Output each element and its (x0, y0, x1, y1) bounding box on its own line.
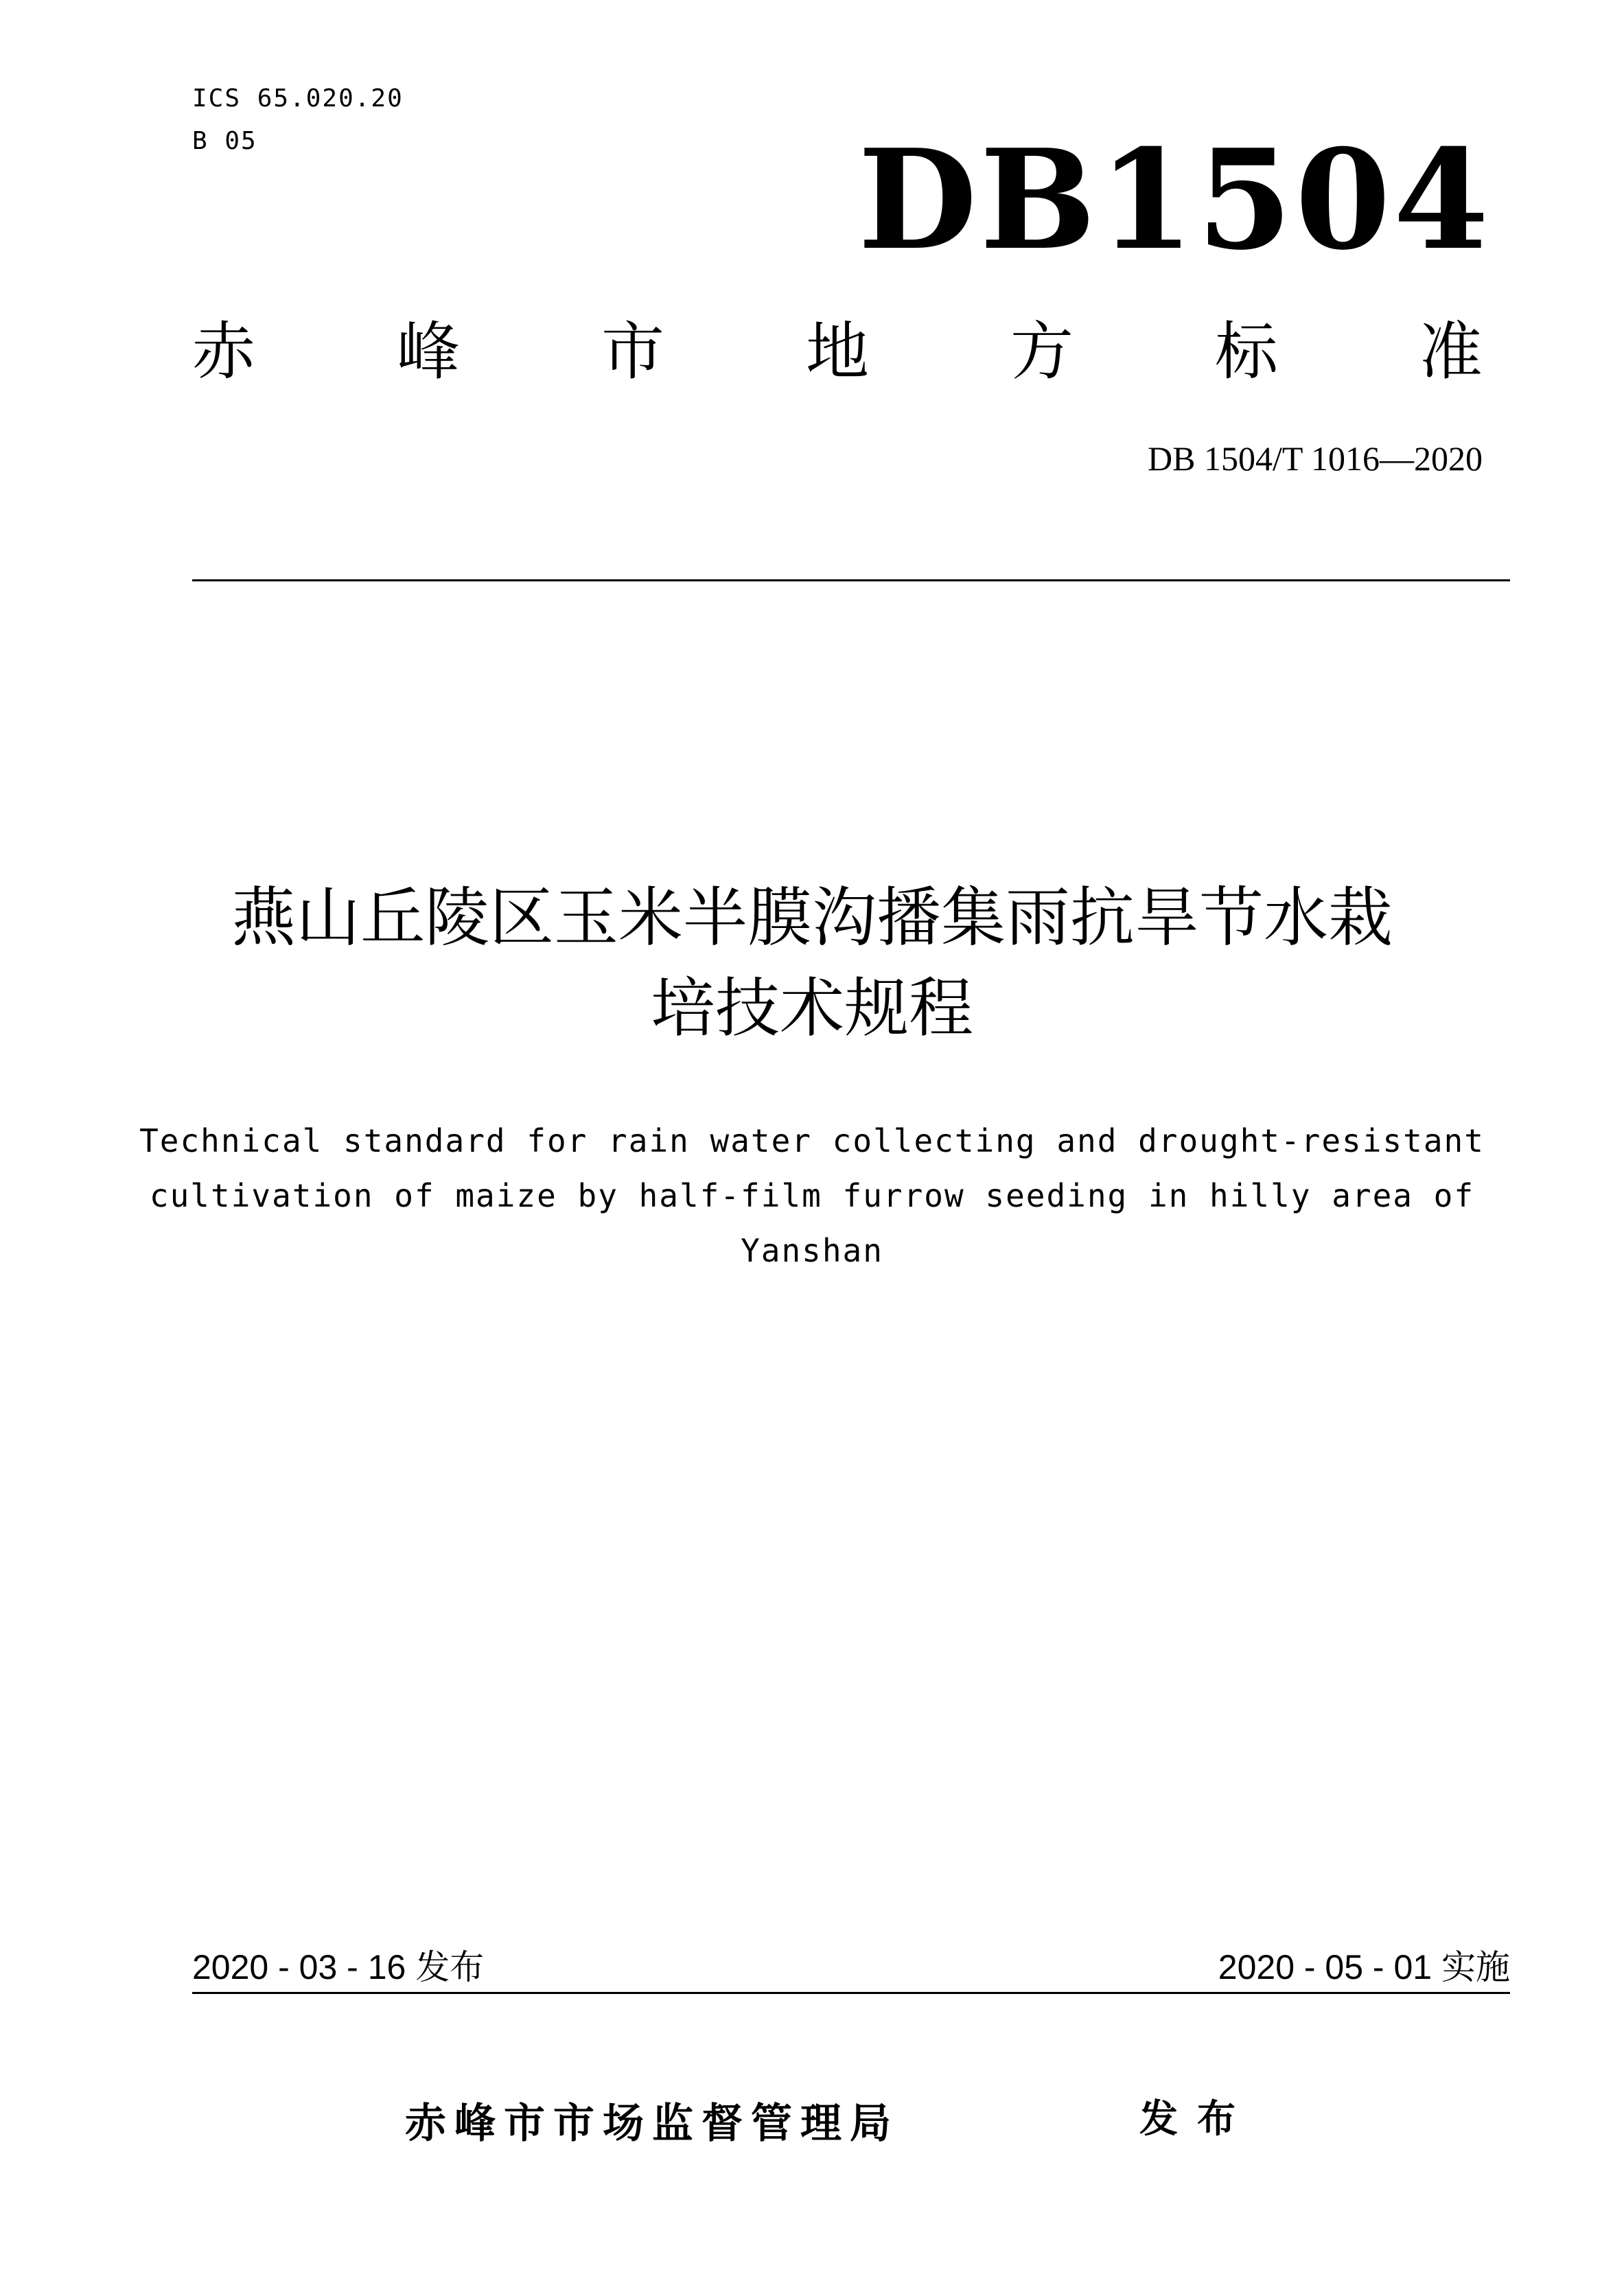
issue-date: 2020 - 03 - 16 发布 (192, 1948, 485, 1986)
standard-number: DB 1504/T 1016—2020 (1148, 439, 1483, 478)
top-divider (192, 579, 1510, 581)
standard-type-heading (192, 314, 1483, 390)
standard-type-char: 准 (1419, 315, 1483, 389)
implementation-date: 2020 - 05 - 01 实施 (1218, 1948, 1510, 1986)
ccs-code: B 05 (192, 127, 257, 155)
english-title-line-2: cultivation of maize by half-film furrow seeding in hilly area of Yanshan (149, 1177, 1475, 1269)
english-title (103, 1113, 1521, 1278)
db-logo: DB1504 (858, 119, 1492, 281)
standard-type-char: 峰 (396, 315, 460, 389)
bottom-divider (192, 1992, 1510, 1994)
ics-code: ICS 65.020.20 (192, 84, 404, 113)
standard-type-char: 赤 (192, 315, 256, 389)
chinese-title-line-1: 燕山丘陵区玉米半膜沟播集雨抗旱节水栽 (231, 881, 1393, 955)
issue-label: 发布 (1139, 2097, 1255, 2142)
chinese-title-line-2: 培技术规程 (650, 971, 973, 1046)
standard-type-char: 方 (1010, 315, 1074, 389)
issuing-authority: 赤峰市市场监督管理局 (405, 2100, 899, 2148)
standard-type-char: 标 (1214, 315, 1278, 389)
english-title-line-1: Technical standard for rain water collecting and drought-resistant (139, 1122, 1485, 1159)
standard-type-char: 地 (805, 315, 869, 389)
chinese-title (137, 873, 1487, 1054)
standard-type-char: 市 (601, 315, 664, 389)
